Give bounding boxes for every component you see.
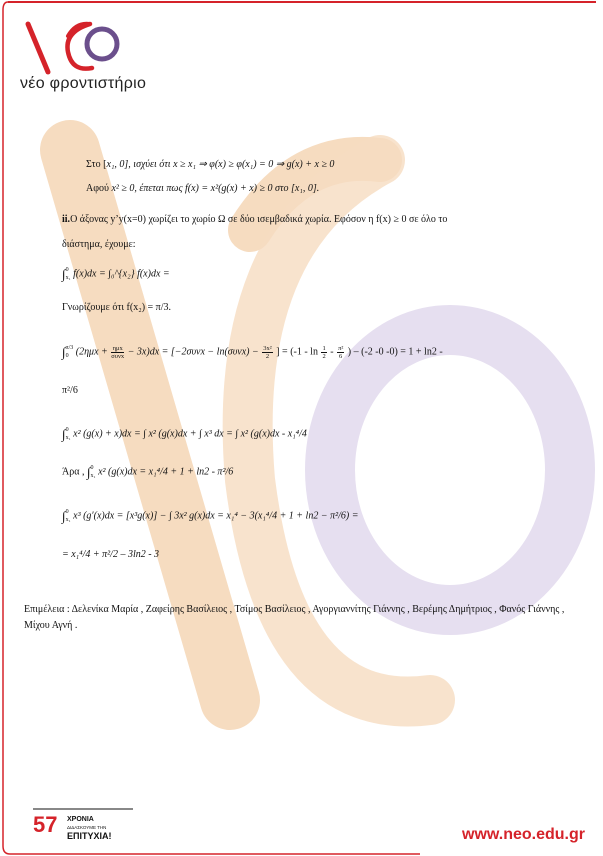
integration-by-parts-line: ∫ 0 x₁ x³ (g′(x)dx = [x³g(x)] − ∫ 3x² g(x)dx = x₁⁴ − 3(x₁⁴/4 + 1 + ln2 − π²/6) = (62, 508, 359, 524)
badge-line-3: ΕΠΙΤΥΧΙΑ! (67, 831, 112, 841)
integral-split-line: ∫ 0 x₁ x² (g(x) + x)dx = ∫ x² (g(x)dx + ∫ x³ dx = ∫ x² (g(x)dx - x₁⁴/4 (62, 426, 307, 442)
therefore-line: Άρα , ∫ 0 x₁ x² (g(x)dx = x₁⁴/4 + 1 + ln2 - π²/6 (62, 464, 234, 480)
integral-equality: ∫ 0 x₁ f(x)dx = ∫₀^{x₂} f(x)dx = (62, 266, 170, 282)
known-value-line: Γνωρίζουμε ότι f(x₂) = π/3. (62, 302, 171, 313)
badge-line-1: ΧΡΟΝΙΑ (67, 816, 94, 823)
brand-logo-text: νέο φροντιστήριο (20, 75, 147, 92)
badge-line-2: ΔΙΔΑΣΚΟΥΜΕ ΤΗΝ (67, 825, 107, 830)
badge-number: 57 (33, 812, 58, 837)
integral-computation: ∫ π/3 0 (2ημx + $\frac{\text{ημx}}{\text{συνx}}$ − 3x)dx = [−2συνx − ln(συνx) − $\frac{\text{3x²}}{2}$ ] = (-1 - ln $\frac{1}{2}$ - $\frac{\text{π²}}{6}$ ) – (-2 -0 -0) = 1 + ln2 - (62, 344, 443, 360)
website-url[interactable]: www.neo.edu.gr (462, 826, 585, 843)
credits-text: Επιμέλεια : Δελενίκα Μαρία , Ζαφείρης Βασίλειος , Τσίμος Βασίλειος , Αγοργιαννίτης Γιάννης , Βερέμης Δημήτριος , Φανός Γιάννης , Μίχου Αγνή . (24, 604, 565, 631)
brand-logo (18, 10, 128, 76)
part-ii-statement-cont: διάστημα, έχουμε: (62, 239, 136, 250)
anniversary-badge (33, 808, 143, 855)
solution-line-1: Στο [x₁, 0], ισχύει ότι x ≥ x₁ ⇒ φ(x) ≥ φ(x₁) = 0 ⇒ g(x) + x ≥ 0 (86, 159, 335, 170)
solution-line-2: Αφού x² ≥ 0, έπεται πως f(x) = x²(g(x) + x) ≥ 0 στο [x₁, 0]. (86, 183, 320, 194)
integral-computation-cont: π²/6 (62, 385, 78, 396)
final-result-line: = x₁⁴/4 + π²/2 – 3ln2 - 3 (62, 549, 160, 560)
part-ii-statement: ii.Ο άξονας y’y(x=0) χωρίζει το χωρίο Ω σε δύο ισεμβαδικά χωρία. Εφόσον η f(x) ≥ 0 σε όλο το (62, 214, 448, 225)
